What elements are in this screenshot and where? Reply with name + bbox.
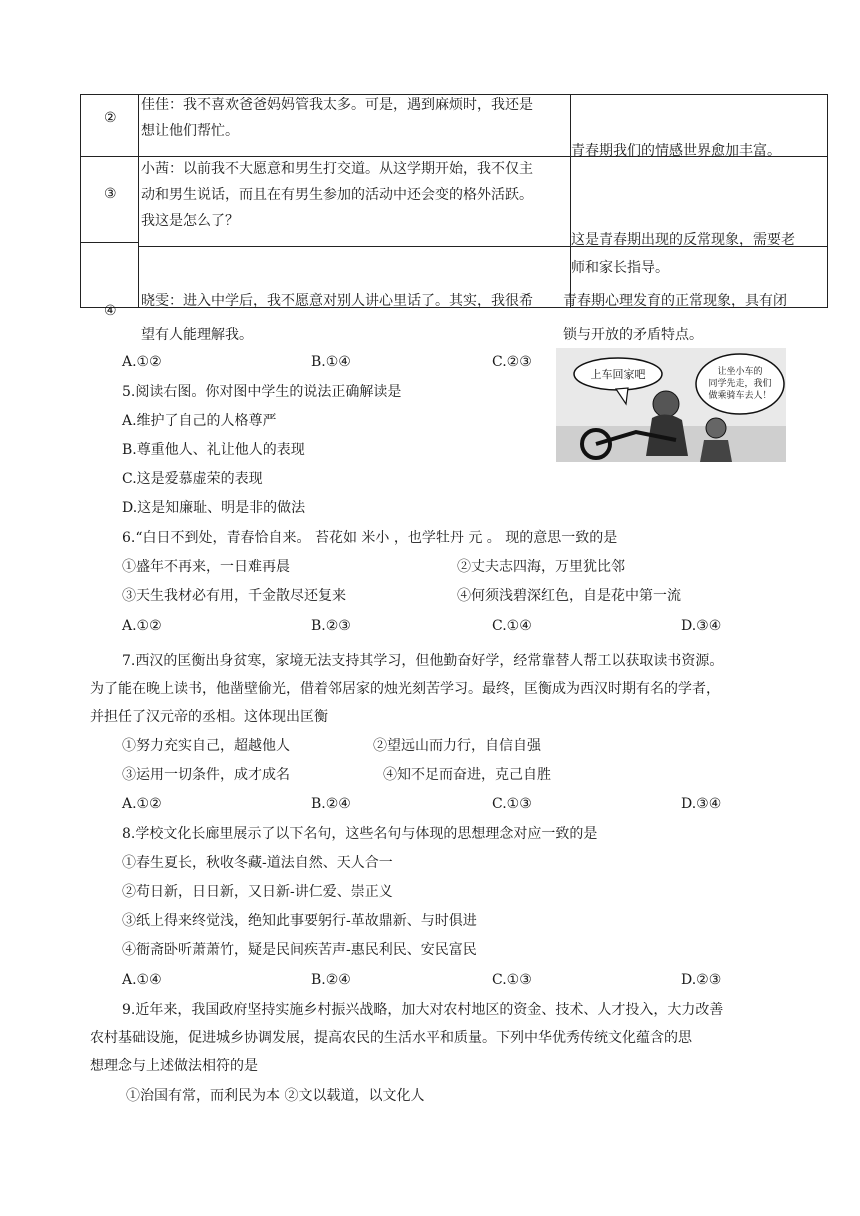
question-7-stem-line: 7.西汉的匡衡出身贫寒，家境无法支持其学习，但他勤奋好学，经常靠替人帮工以获取读书资源。: [122, 653, 724, 669]
q7-option-d: D.③④: [681, 796, 722, 812]
q6-option-a: A.①②: [122, 618, 162, 634]
cartoon-illustration: [556, 348, 786, 462]
table-row-number: ④: [104, 303, 117, 319]
q7-item: ④知不足而奋进，克己自胜: [383, 767, 551, 783]
bubble-right-text: 让坐小车的: [717, 367, 763, 377]
text-line: 晓雯：进入中学后，我不愿意对别人讲心里话了。其实，我很希: [141, 293, 533, 309]
q5-option-a: A.维护了自己的人格尊严: [122, 413, 277, 429]
table-border-right: [827, 94, 828, 308]
text-line: 想让他们帮忙。: [141, 123, 239, 139]
q6-item: ①盛年不再来，一日难再晨: [122, 559, 290, 575]
question-7-stem-line: 为了能在晚上读书，他凿壁偷光，借着邻居家的烛光刻苦学习。最终，匡衡成为西汉时期有名的学者，: [90, 681, 720, 697]
q7-option-c: C.①③: [492, 796, 532, 812]
table-row-comment: [571, 138, 781, 164]
q8-item: ③纸上得来终觉浅，绝知此事要躬行-革故鼎新、与时俱进: [122, 913, 477, 929]
q8-item: ④衙斋卧听萧萧竹，疑是民间疾苦声-惠民利民、安民富民: [122, 942, 477, 958]
q7-item: ①努力充实自己，超越他人: [122, 738, 290, 754]
q7-option-b: B.②④: [311, 796, 351, 812]
table-col-divider: [138, 94, 139, 308]
q8-option-b: B.②④: [311, 972, 351, 988]
question-7-stem-line: 并担任了汉元帝的丞相。这体现出匡衡: [90, 709, 328, 725]
bubble-right-text: 同学先走，我们: [708, 379, 772, 389]
text-line: 青春期心理发育的正常现象，具有闭: [563, 293, 787, 309]
text-line: 锁与开放的矛盾特点。: [563, 327, 703, 343]
q9-items-line: ①治国有常，而利民为本 ②文以载道，以文化人: [126, 1088, 425, 1104]
text-line: 师和家长指导。: [571, 260, 669, 276]
q5-option-b: B.尊重他人、礼让他人的表现: [122, 442, 305, 458]
q6-item: ③天生我材必有用，千金散尽还复来: [122, 588, 346, 604]
q4-option-a: A.①②: [122, 354, 162, 370]
text-line: 佳佳：我不喜欢爸爸妈妈管我太多。可是，遇到麻烦时，我还是: [141, 97, 533, 113]
text-line: 望有人能理解我。: [141, 327, 253, 343]
question-9-stem-line: 农村基础设施，促进城乡协调发展，提高农民的生活水平和质量。下列中华优秀传统文化蕴含的思: [90, 1030, 692, 1046]
q6-item: ②丈夫志四海，万里犹比邻: [457, 559, 625, 575]
q6-option-b: B.②③: [311, 618, 351, 634]
table-border-left: [80, 94, 81, 308]
text-line: 动和男生说话，而且在有男生参加的活动中还会变的格外活跃。: [141, 187, 533, 203]
table-row-divider: [80, 242, 138, 243]
question-5-stem: 5.阅读右图。你对图中学生的说法正确解读是: [122, 384, 402, 400]
question-8-stem: 8.学校文化长廊里展示了以下名句，这些名句与体现的思想理念对应一致的是: [122, 826, 598, 842]
table-row-number: ②: [104, 110, 117, 126]
q8-option-c: C.①③: [492, 972, 532, 988]
q6-item: ④何须浅碧深红色，自是花中第一流: [457, 588, 681, 604]
cartoon-image: [556, 348, 786, 462]
q6-option-d: D.③④: [681, 618, 722, 634]
q8-option-a: A.①④: [122, 972, 162, 988]
q6-option-c: C.①④: [492, 618, 532, 634]
q8-option-d: D.②③: [681, 972, 722, 988]
table-row-comment: [563, 284, 787, 352]
q8-item: ①春生夏长，秋收冬藏-道法自然、天人合一: [122, 855, 393, 871]
bubble-left-text: 上车回家吧: [590, 368, 646, 381]
bubble-right-text: 做乘骑车去人！: [708, 391, 772, 401]
q8-item: ②苟日新，日日新，又日新-讲仁爱、崇正义: [122, 884, 393, 900]
table-row-text: [141, 284, 533, 352]
q7-option-a: A.①②: [122, 796, 162, 812]
q7-item: ③运用一切条件，成才成名: [122, 767, 290, 783]
table-row-comment: [571, 226, 795, 282]
table-row-text: [141, 156, 533, 234]
question-6-stem: 6.“白日不到处，青春恰自来。 苔花如 米小 ，也学牡丹 元 。 现的意思一致的是: [122, 530, 618, 546]
q7-item: ②望远山而力行，自信自强: [373, 738, 541, 754]
text-line: 小茜：以前我不大愿意和男生打交道。从这学期开始，我不仅主: [141, 161, 533, 177]
table-row-text: [141, 92, 533, 144]
table-row-number: ③: [104, 186, 117, 202]
question-9-stem-line: 想理念与上述做法相符的是: [90, 1058, 258, 1074]
text-line: 青春期我们的情感世界愈加丰富。: [571, 143, 781, 159]
text-line: 我这是怎么了？: [141, 213, 239, 229]
q5-option-c: C.这是爱慕虚荣的表现: [122, 471, 263, 487]
q4-option-b: B.①④: [311, 354, 351, 370]
question-9-stem-line: 9.近年来，我国政府坚持实施乡村振兴战略，加大对农村地区的资金、技术、人才投入，大力改善: [122, 1002, 724, 1018]
q5-option-d: D.这是知廉耻、明是非的做法: [122, 500, 306, 516]
text-line: 这是青春期出现的反常现象，需要老: [571, 232, 795, 248]
q4-option-c: C.②③: [492, 354, 532, 370]
